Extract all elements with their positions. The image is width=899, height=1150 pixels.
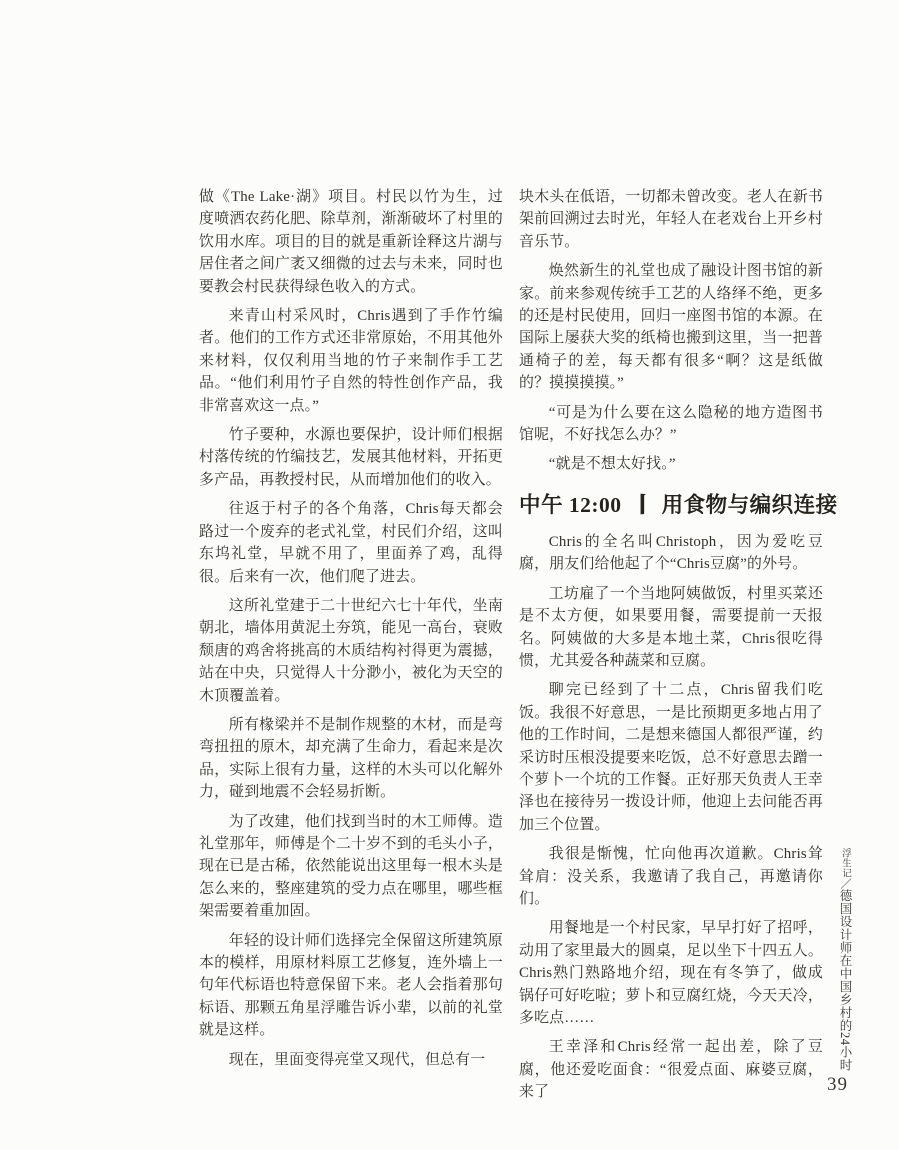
- paragraph: 竹子要种，水源也要保护，设计师们根据村落传统的竹编技艺，发展其他材料，开拓更多产品，再教授村民，从而增加他们的收入。: [199, 427, 503, 488]
- paragraph: 往返于村子的各个角落，Chris每天都会路过一个废弃的老式礼堂，村民们介绍，这叫东坞礼堂，早就不用了，里面养了鸡，乱得很。后来有一次，他们爬了进去。: [199, 501, 503, 585]
- paragraph: Chris的全名叫Christoph，因为爱吃豆腐，朋友们给他起了个“Chris豆腐”的外号。: [519, 533, 823, 573]
- left-text-column: [199, 186, 503, 1078]
- paragraph: “可是为什么要在这么隐秘的地方造图书馆呢，不好找怎么办？”: [519, 404, 823, 444]
- paragraph: 为了改建，他们找到当时的木工师傅。造礼堂那年，师傅是个二十岁不到的毛头小子，现在已是古稀，依然能说出这里每一根木头是怎么来的，整座建筑的受力点在哪里，哪些框架需要着重加固。: [199, 813, 503, 920]
- section-heading: [519, 490, 838, 520]
- paragraph: 工坊雇了一个当地阿姨做饭，村里买菜还是不太方便，如果要用餐，需要提前一天报名。阿姨做的大多是本地土菜，Chris很吃得惯，尤其爱各种蔬菜和豆腐。: [519, 585, 823, 669]
- page-number: 39: [827, 1074, 848, 1095]
- paragraph: 焕然新生的礼堂也成了融设计图书馆的新家。前来参观传统手工艺的人络绎不绝，更多的还是村民使用，回归一座图书馆的本源。在国际上屡获大奖的纸椅也搬到这里，当一把普通椅子的差，每天都有很多“啊？这是纸做的？摸摸摸摸。”: [519, 263, 823, 392]
- running-title-main: 德国设计师在中国乡村的24小时: [838, 889, 852, 1072]
- paragraph: 所有椽梁并不是制作规整的木材，而是弯弯扭扭的原木，却充满了生命力，看起来是次品，实际上很有力量，这样的木头可以化解外力，碰到地震不会轻易折断。: [199, 716, 503, 801]
- running-title-series: 浮生记: [840, 848, 850, 878]
- paragraph: 我很是惭愧，忙向他再次道歉。Chris耸耸肩：没关系，我邀请了我自己，再邀请你们。: [519, 846, 823, 907]
- paragraph: 这所礼堂建于二十世纪六七十年代，坐南朝北，墙体用黄泥土夯筑，能见一高台，衰败颓唐的鸡舍将挑高的木质结构衬得更为震撼，站在中央，只觉得人十分渺小，被化为天空的木顶覆盖着。: [199, 597, 503, 704]
- paragraph: 用餐地是一个村民家，早早打好了招呼，动用了家里最大的圆桌，足以坐下十四五人。Chris熟门熟路地介绍，现在有冬笋了，做成锅仔可好吃啦；萝卜和豆腐红烧，今天天冷，多吃点……: [519, 920, 823, 1026]
- section-heading-title: 用食物与编织连接: [661, 492, 838, 517]
- heading-separator-bar: 丨: [624, 492, 661, 517]
- running-title-vertical: [836, 848, 854, 1072]
- section-heading-time: 中午 12:00: [519, 492, 622, 517]
- paragraph: 年轻的设计师们选择完全保留这所建筑原本的模样，用原材料原工艺修复，连外墙上一句年代标语也特意保留下来。老人会指着那句标语、那颗五角星浮雕告诉小辈，以前的礼堂就是这样。: [199, 932, 503, 1039]
- paragraph: 现在，里面变得亮堂又现代，但总有一: [228, 1051, 486, 1068]
- paragraph: 块木头在低语，一切都未曾改变。老人在新书架前回溯过去时光，年轻人在老戏台上开乡村音乐节。: [519, 189, 823, 250]
- paragraph: 聊完已经到了十二点，Chris留我们吃饭。我很不好意思，一是比预期更多地占用了他的工作时间，二是想来德国人都很严谨，约采访时压根没提要来吃饭，总不好意思去蹭一个萝卜一个坑的工作餐。正好那天负责人王幸泽也在接待另一拨设计师，他迎上去问能否再加三个位置。: [519, 682, 823, 833]
- paragraph: 王幸泽和Chris经常一起出差，除了豆腐，他还爱吃面食：“很爱点面、麻婆豆腐，来了: [519, 1039, 823, 1101]
- paragraph: 来青山村采风时，Chris遇到了手作竹编者。他们的工作方式还非常原始，不用其他外来材料，仅仅利用当地的竹子来制作手工艺品。“他们利用竹子自然的特性创作产品，我非常喜欢这一点。”: [199, 308, 503, 414]
- paragraph: 做《The Lake·湖》项目。村民以竹为生，过度喷洒农药化肥、除草剂，渐渐破坏了村里的饮用水库。项目的目的就是重新诠释这片湖与居住者之间广袤又细微的过去与未来，同时也要教会村民获得绿色收入的方式。: [199, 189, 503, 295]
- running-title-separator: ／: [839, 878, 851, 889]
- paragraph: “就是不想太好找。”: [548, 456, 676, 473]
